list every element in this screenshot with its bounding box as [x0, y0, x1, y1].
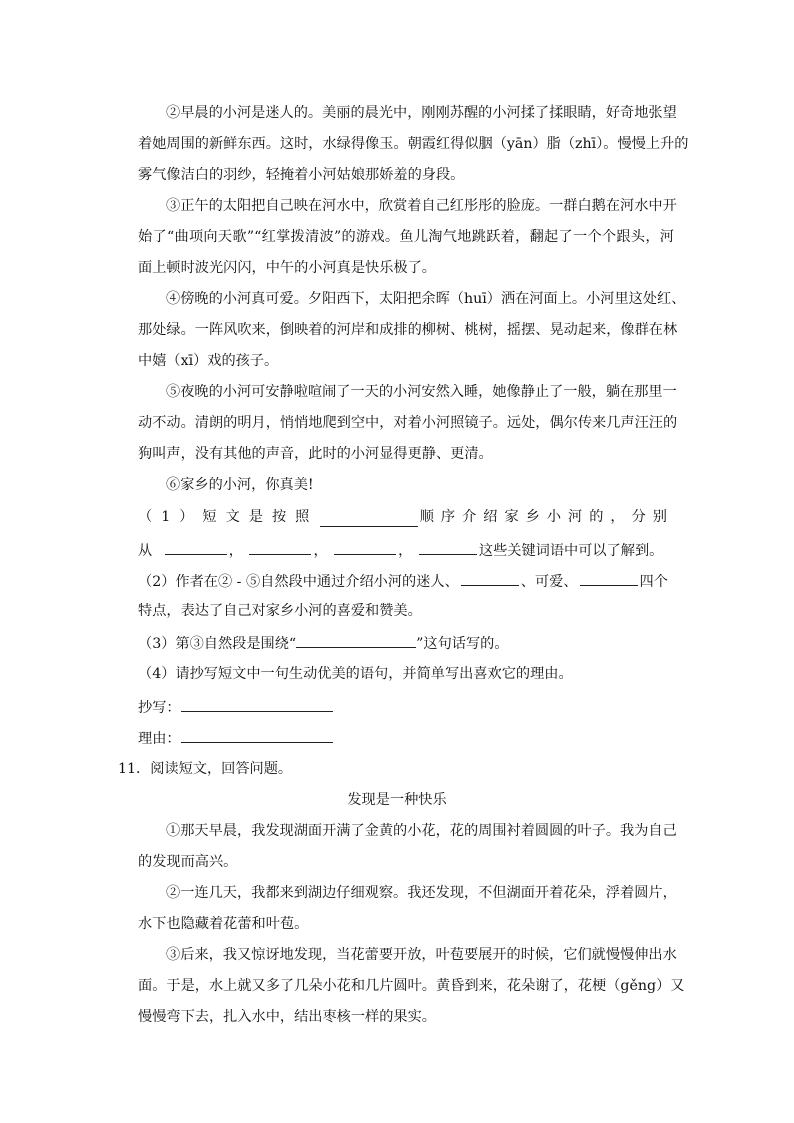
question-text: （2）作者在② - ⑤自然段中通过介绍小河的迷人、 — [138, 574, 459, 590]
question-text: 从 — [138, 543, 153, 559]
passage-line: 始了“曲项向天歌”“红掌拨清波”的游戏。鱼儿淘气地跳跃着，翻起了一个个跟头，河 — [138, 229, 674, 245]
passage-line: 面。于是，水上就又多了几朵小花和几片圆叶。黄昏到来，花朵谢了，花梗（gěng）又 — [138, 978, 685, 994]
passage-title: 发现是一种快乐 — [347, 792, 447, 808]
copy-label: 抄写： — [138, 700, 181, 716]
reason-answer-blank[interactable] — [181, 727, 333, 743]
passage-line: 面上顿时波光闪闪，中午的小河真是快乐极了。 — [138, 260, 436, 276]
passage-line: 那处绿。一阵风吹来，倒映着的河岸和成排的柳树、桃树，摇摆、晃动起来，像群在林 — [138, 322, 678, 338]
answer-blank[interactable] — [334, 539, 396, 555]
question-3 — [138, 632, 674, 654]
passage-line: 慢慢弯下去，扎入水中，结出枣核一样的果实。 — [138, 1009, 436, 1025]
answer-blank[interactable] — [419, 539, 477, 555]
passage-line: ④傍晚的小河真可爱。夕阳西下，太阳把余晖（huī）洒在河面上。小河里这处红、 — [166, 291, 686, 307]
passage-line: 雾气像洁白的羽纱，轻掩着小河姑娘那娇羞的身段。 — [138, 167, 465, 183]
question-4: （4）请抄写短文中一句生动优美的语句，并简单写出喜欢它的理由。 — [138, 666, 573, 682]
question-text: 四个 — [639, 574, 668, 590]
passage-line: ②早晨的小河是迷人的。美丽的晨光中，刚刚苏醒的小河揉了揉眼睛，好奇地张望 — [166, 105, 677, 121]
answer-blank[interactable] — [249, 539, 311, 555]
question-text: 这些关键词语中可以了解到。 — [478, 543, 664, 559]
question-2-line-2: 特点，表达了自己对家乡小河的喜爱和赞美。 — [138, 603, 422, 619]
question-2-line-1 — [138, 570, 674, 592]
reason-label: 理由： — [138, 731, 181, 747]
passage-line: 着她周围的新鲜东西。这时，水绿得像玉。朝霞红得似胭（yān）脂（zhī）。慢慢上升的 — [138, 136, 689, 152]
question-text: 顺序介绍家乡小河的，分别 — [419, 509, 674, 525]
passage-line: 狗叫声，没有其他的声音，此时的小河显得更静、更清。 — [138, 446, 493, 462]
answer-blank[interactable] — [320, 511, 417, 527]
passage-line: 的发现而高兴。 — [138, 854, 238, 870]
comma: ， — [313, 543, 328, 559]
reason-line — [138, 727, 674, 749]
question-text: ”这句话写的。 — [416, 636, 509, 652]
passage-line: ⑤夜晚的小河可安静啦喧闹了一天的小河安然入睡，她像静止了一般，躺在那里一 — [166, 384, 677, 400]
answer-blank[interactable] — [296, 632, 416, 648]
copy-line — [138, 696, 674, 718]
answer-blank[interactable] — [165, 539, 227, 555]
passage-line: ①那天早晨，我发现湖面开满了金黄的小花，花的周围衬着圆圆的叶子。我为自己 — [166, 823, 677, 839]
copy-answer-blank[interactable] — [181, 696, 333, 712]
passage-line: ⑥家乡的小河，你真美! — [166, 477, 314, 493]
passage-line: 动不动。清朗的明月，悄悄地爬到空中，对着小河照镜子。远处，偶尔传来几声汪汪的 — [138, 415, 678, 431]
question-text: 、可爱、 — [520, 574, 578, 590]
passage-line: ③正午的太阳把自己映在河水中，欣赏着自己红彤彤的脸庞。一群白鹅在河水中开 — [166, 198, 677, 214]
passage-line: 水下也隐藏着花蕾和叶苞。 — [138, 916, 309, 932]
question-1-line-2 — [138, 539, 674, 561]
question-text: （1）短文是按照 — [138, 509, 319, 525]
comma: ， — [398, 543, 413, 559]
passage-line: ②一连几天，我都来到湖边仔细观察。我还发现，不但湖面开着花朵，浮着圆片， — [166, 885, 677, 901]
passage-line: ③后来，我又惊讶地发现，当花蕾要开放，叶苞要展开的时候，它们就慢慢伸出水 — [166, 947, 677, 963]
passage-line: 中嬉（xī）戏的孩子。 — [138, 353, 279, 369]
answer-blank[interactable] — [461, 570, 519, 586]
question-text: （3）第③自然段是围绕“ — [138, 636, 297, 652]
question-11-prompt: 11．阅读短文，回答问题。 — [118, 761, 293, 777]
answer-blank[interactable] — [580, 570, 638, 586]
question-1-line-1 — [138, 507, 674, 527]
comma: ， — [228, 543, 243, 559]
